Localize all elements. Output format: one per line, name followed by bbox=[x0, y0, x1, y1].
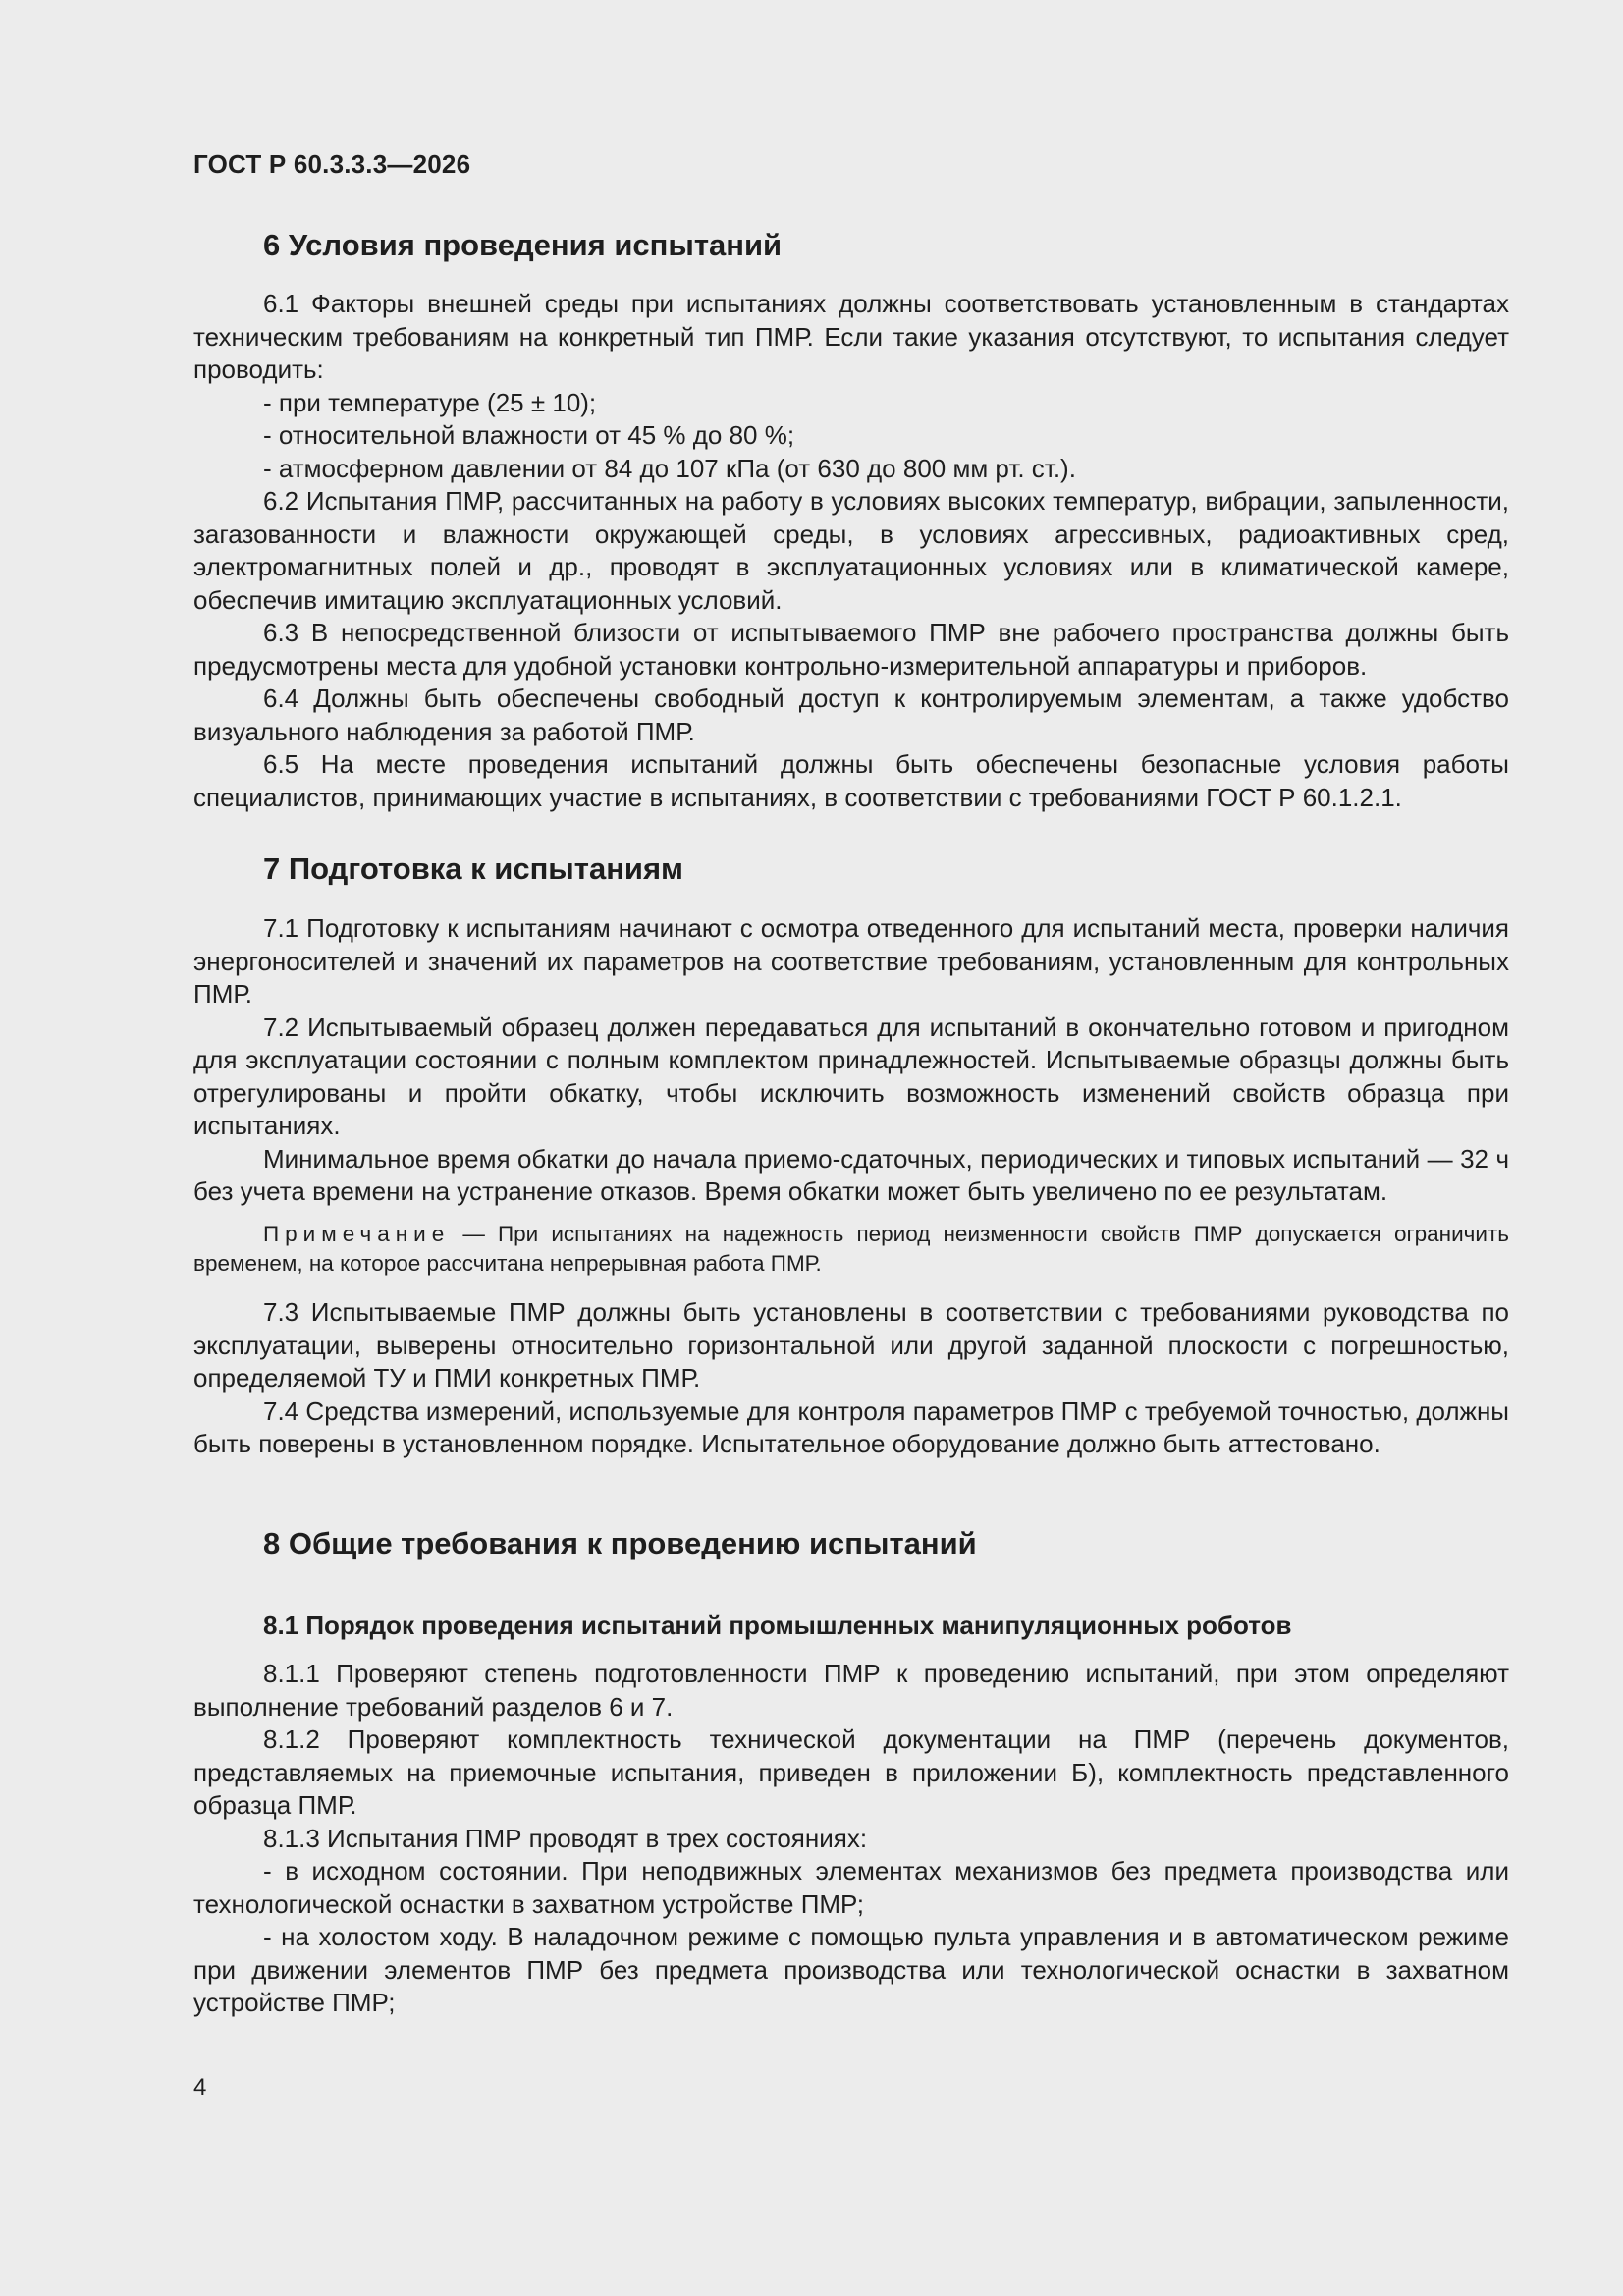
paragraph-7-4: 7.4 Средства измерений, используемые для контроля параметров ПМР с требуемой точностью, должны быть поверены в установленном порядке. Испытательное оборудование должно быть аттестовано. bbox=[193, 1395, 1509, 1458]
document-code: ГОСТ Р 60.3.3.3—2026 bbox=[193, 149, 471, 179]
list-item: - относительной влажности от 45 % до 80 %; bbox=[263, 420, 795, 450]
paragraph-7-3: 7.3 Испытываемые ПМР должны быть установлены в соответствии с требованиями руководства по эксплуатации, выверены относительно горизонтальной или другой заданной плоскости с погрешностью, определяемой ТУ и ПМИ конкретных ПМР. bbox=[193, 1297, 1509, 1393]
page-number: 4 bbox=[193, 2074, 207, 2101]
paragraph-6-5: 6.5 На месте проведения испытаний должны быть обеспечены безопасные условия работы специалистов, принимающих участие в испытаниях, в соответствии с требованиями ГОСТ Р 60.1.2.1. bbox=[193, 749, 1509, 812]
paragraph-8-1-3: 8.1.3 Испытания ПМР проводят в трех состояниях: bbox=[263, 1823, 868, 1853]
paragraph-7-2: 7.2 Испытываемый образец должен передаваться для испытаний в окончательно готовом и пригодном для эксплуатации состоянии с полным комплектом принадлежностей. Испытываемые образцы должны быть отрегулированы и пройти обкатку, чтобы исключить возможность изменений свойств образца при испытаниях. bbox=[193, 1011, 1509, 1140]
paragraph-8-1-1: 8.1.1 Проверяют степень подготовленности ПМР к проведению испытаний, при этом определяют выполнение требований разделов 6 и 7. bbox=[193, 1659, 1509, 1722]
paragraph-7-2-continued: Минимальное время обкатки до начала приемо-сдаточных, периодических и типовых испытаний — 32 ч без учета времени на устранение отказов. Время обкатки может быть увеличено по ее результатам. bbox=[193, 1143, 1509, 1206]
section-6-body bbox=[193, 288, 1509, 814]
paragraph-7-1: 7.1 Подготовку к испытаниям начинают с осмотра отведенного для испытаний места, проверки наличия энергоносителей и значений их параметров на соответствие требованиям, установленным для контрольных ПМР. bbox=[193, 913, 1509, 1009]
paragraph-8-1-2: 8.1.2 Проверяют комплектность технической документации на ПМР (перечень документов, представляемых на приемочные испытания, приведен в приложении Б), комплектность представленного образца ПМР. bbox=[193, 1724, 1509, 1820]
note-label: Примечание bbox=[263, 1222, 451, 1246]
section-8-body bbox=[193, 1658, 1509, 2020]
note-text: — При испытаниях на надежность период неизменности свойств ПМР допускается ограничить временем, на которое рассчитана непрерывная работа ПМР. bbox=[193, 1222, 1509, 1276]
paragraph-6-2: 6.2 Испытания ПМР, рассчитанных на работу в условиях высоких температур, вибрации, запыленности, загазованности и влажности окружающей среды, в условиях агрессивных, радиоактивных сред, электромагнитных полей и др., проводят в эксплуатационных условиях или в климатической камере, обеспечив имитацию эксплуатационных условий. bbox=[193, 486, 1509, 615]
note bbox=[193, 1220, 1509, 1279]
list-item: - на холостом ходу. В наладочном режиме с помощью пульта управления и в автоматическом режиме при движении элементов ПМР без предмета производства или технологической оснастки в захватном устройстве ПМР; bbox=[193, 1922, 1509, 2017]
paragraph-6-4: 6.4 Должны быть обеспечены свободный доступ к контролируемым элементам, а также удобство визуального наблюдения за работой ПМР. bbox=[193, 683, 1509, 746]
section-7-heading: 7 Подготовка к испытаниям bbox=[263, 851, 683, 886]
list-item: - атмосферном давлении от 84 до 107 кПа (от 630 до 800 мм рт. ст.). bbox=[263, 453, 1076, 483]
section-8-heading: 8 Общие требования к проведению испытаний bbox=[263, 1526, 977, 1560]
section-7-body bbox=[193, 912, 1509, 1209]
paragraph-6-3: 6.3 В непосредственной близости от испытываемого ПМР вне рабочего пространства должны быть предусмотрены места для удобной установки контрольно-измерительной аппаратуры и приборов. bbox=[193, 618, 1509, 681]
paragraph-6-1: 6.1 Факторы внешней среды при испытаниях должны соответствовать установленным в стандартах техническим требованиям на конкретный тип ПМР. Если такие указания отсутствуют, то испытания следует проводить: bbox=[193, 289, 1509, 384]
list-item: - в исходном состоянии. При неподвижных элементах механизмов без предмета производства или технологической оснастки в захватном устройстве ПМР; bbox=[193, 1856, 1509, 1919]
section-7-body-continued bbox=[193, 1296, 1509, 1461]
subsection-8-1-heading: 8.1 Порядок проведения испытаний промышленных манипуляционных роботов bbox=[263, 1611, 1292, 1640]
list-item: - при температуре (25 ± 10); bbox=[263, 387, 597, 417]
section-6-heading: 6 Условия проведения испытаний bbox=[263, 228, 783, 262]
